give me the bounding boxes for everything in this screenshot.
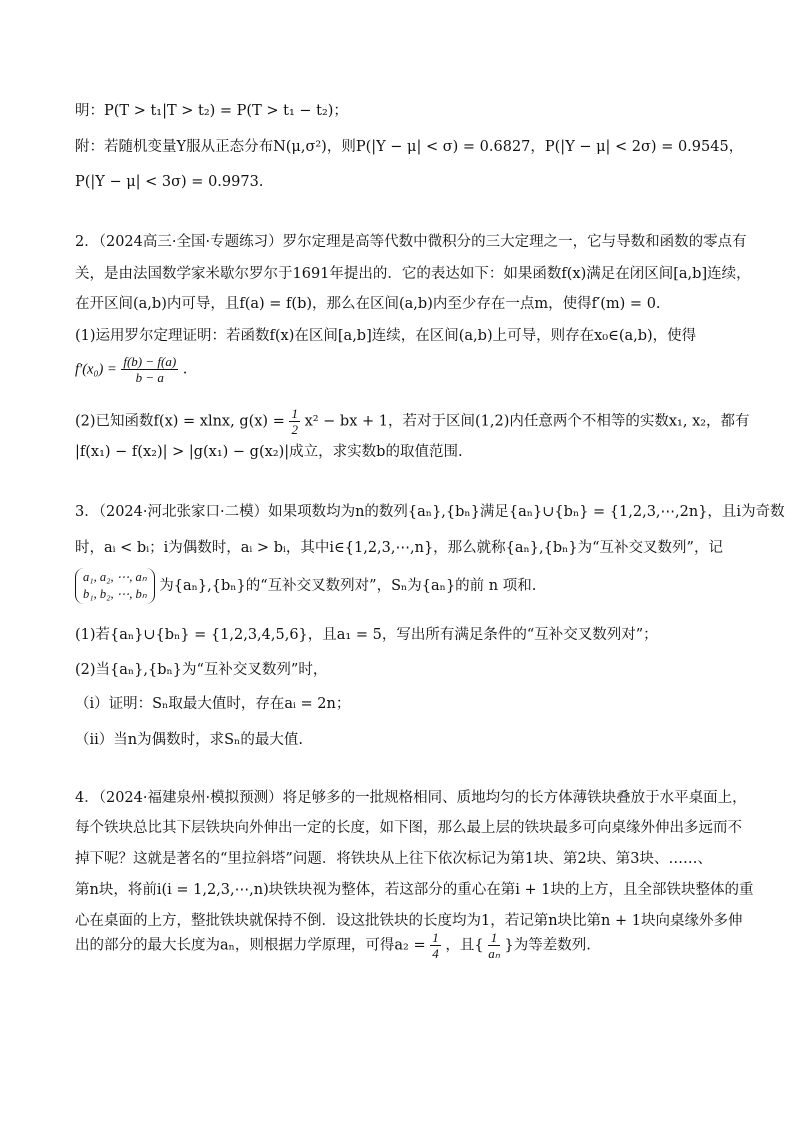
q3-line-1: 3．（2024·河北张家口·二模）如果项数均为n的数列{aₙ},{bₙ}满足{aₙ}∪{bₙ} = {1,2,3,⋯,2n}，且i为奇数 (75, 504, 785, 520)
q3-line-5: (2)当{aₙ},{bₙ}为“互补交叉数列”时， (75, 662, 328, 678)
q2-line-5-end: . (182, 361, 188, 378)
q3-line-6: （i）证明：Sₙ取最大值时，存在aᵢ = 2n； (75, 696, 351, 712)
q3-matrix-bottom-row: b₁, b₂, ⋯, bₙ (83, 587, 147, 601)
q2-line-5 (75, 354, 735, 385)
q3-line-2: 时，aᵢ < bᵢ；i为偶数时，aᵢ > bᵢ，其中i∈{1,2,3,⋯,n}，那么就称{aₙ},{bₙ}为“互补交叉数列”，记 (75, 540, 723, 556)
q2-half-numerator: 1 (291, 406, 298, 421)
q4-quarter-fraction (430, 930, 441, 961)
q3-sequence-pair-matrix (75, 568, 155, 604)
q4-quarter-numerator: 1 (432, 930, 439, 945)
q2-fraction-numerator: f(b) − f(a) (123, 354, 177, 369)
q4-quarter-denominator: 4 (432, 946, 439, 961)
q1-tail-line-3: P(|Y − μ| < 3σ) = 0.9973. (75, 174, 264, 190)
q2-line-6-part-b: x² − bx + 1，若对于区间(1,2)内任意两个不相等的实数x₁, x₂，都有 (304, 413, 750, 430)
q1-tail-line-1: 明：P(T > t₁|T > t₂) = P(T > t₁ − t₂)； (75, 103, 348, 119)
q4-reciprocal-denominator: aₙ (488, 946, 500, 961)
q2-fraction-denominator: b − a (135, 370, 164, 385)
q1-tail-line-2: 附：若随机变量Y服从正态分布N(μ,σ²)，则P(|Y − μ| < σ) = 0.6827，P(|Y − μ| < 2σ) = 0.9545， (75, 139, 744, 155)
q4-line-6 (75, 930, 735, 961)
q4-line-5: 心在桌面的上方，整批铁块就保持不倒．设这批铁块的长度均为1，若记第n块比第n + 1块向桌缘外多伸 (75, 913, 743, 929)
q2-line-6-part-a: (2)已知函数f(x) = xlnx, g(x) = (75, 413, 285, 430)
q3-line-4: (1)若{aₙ}∪{bₙ} = {1,2,3,4,5,6}，且a₁ = 5，写出所有满足条件的“互补交叉数列对”； (75, 627, 658, 643)
q4-reciprocal-numerator: 1 (488, 930, 500, 946)
q3-line-3 (75, 568, 735, 604)
q3-matrix-top-row: a₁, a₂, ⋯, aₙ (83, 570, 147, 584)
q2-fraction (121, 354, 178, 385)
q4-line-6-part-b: ，且{ (445, 937, 484, 954)
q2-line-4: (1)运用罗尔定理证明：若函数f(x)在区间[a,b]连续，在区间(a,b)上可导，则存在x₀∈(a,b)，使得 (75, 328, 697, 344)
q2-line-6 (75, 406, 750, 437)
q4-reciprocal-fraction (488, 930, 500, 961)
q4-line-3: 掉下呢？这就是著名的“里拉斜塔”问题．将铁块从上往下依次标记为第1块、第2块、第3块、……、 (75, 851, 712, 867)
q3-line-3-text: 为{aₙ},{bₙ}的“互补交叉数列对”，Sₙ为{aₙ}的前 n 项和. (159, 578, 537, 594)
q4-line-1: 4．（2024·福建泉州·模拟预测）将足够多的一批规格相同、质地均匀的长方体薄铁块叠放于水平桌面上， (75, 790, 747, 806)
q2-line-7: |f(x₁) − f(x₂)| > |g(x₁) − g(x₂)|成立，求实数b的取值范围. (75, 444, 463, 460)
q3-line-7: （ii）当n为偶数时，求Sₙ的最大值. (75, 732, 303, 748)
q2-half-denominator: 2 (291, 422, 298, 437)
q2-line-3: 在开区间(a,b)内可导，且f(a) = f(b)，那么在区间(a,b)内至少存在一点m，使得f′(m) = 0. (75, 296, 661, 312)
q4-line-6-part-c: }为等差数列. (504, 937, 591, 954)
q4-line-2: 每个铁块总比其下层铁块向外伸出一定的长度，如下图，那么最上层的铁块最多可向桌缘外伸出多远而不 (75, 820, 742, 836)
q4-line-6-part-a: 出的部分的最大长度为aₙ，则根据力学原理，可得a₂ = (75, 937, 426, 954)
q2-half-fraction (289, 406, 300, 437)
q2-derivative-lhs: f′(x₀) = (75, 361, 117, 378)
q2-line-1: 2．（2024高三·全国·专题练习）罗尔定理是高等代数中微积分的三大定理之一，它与导数和函数的零点有 (75, 234, 747, 250)
q2-line-2: 关，是由法国数学家米歇尔罗尔于1691年提出的．它的表达如下：如果函数f(x)满足在闭区间[a,b]连续， (75, 266, 751, 282)
q4-line-4: 第n块，将前i(i = 1,2,3,⋯,n)块铁块视为整体，若这部分的重心在第i + 1块的上方，且全部铁块整体的重 (75, 882, 754, 898)
